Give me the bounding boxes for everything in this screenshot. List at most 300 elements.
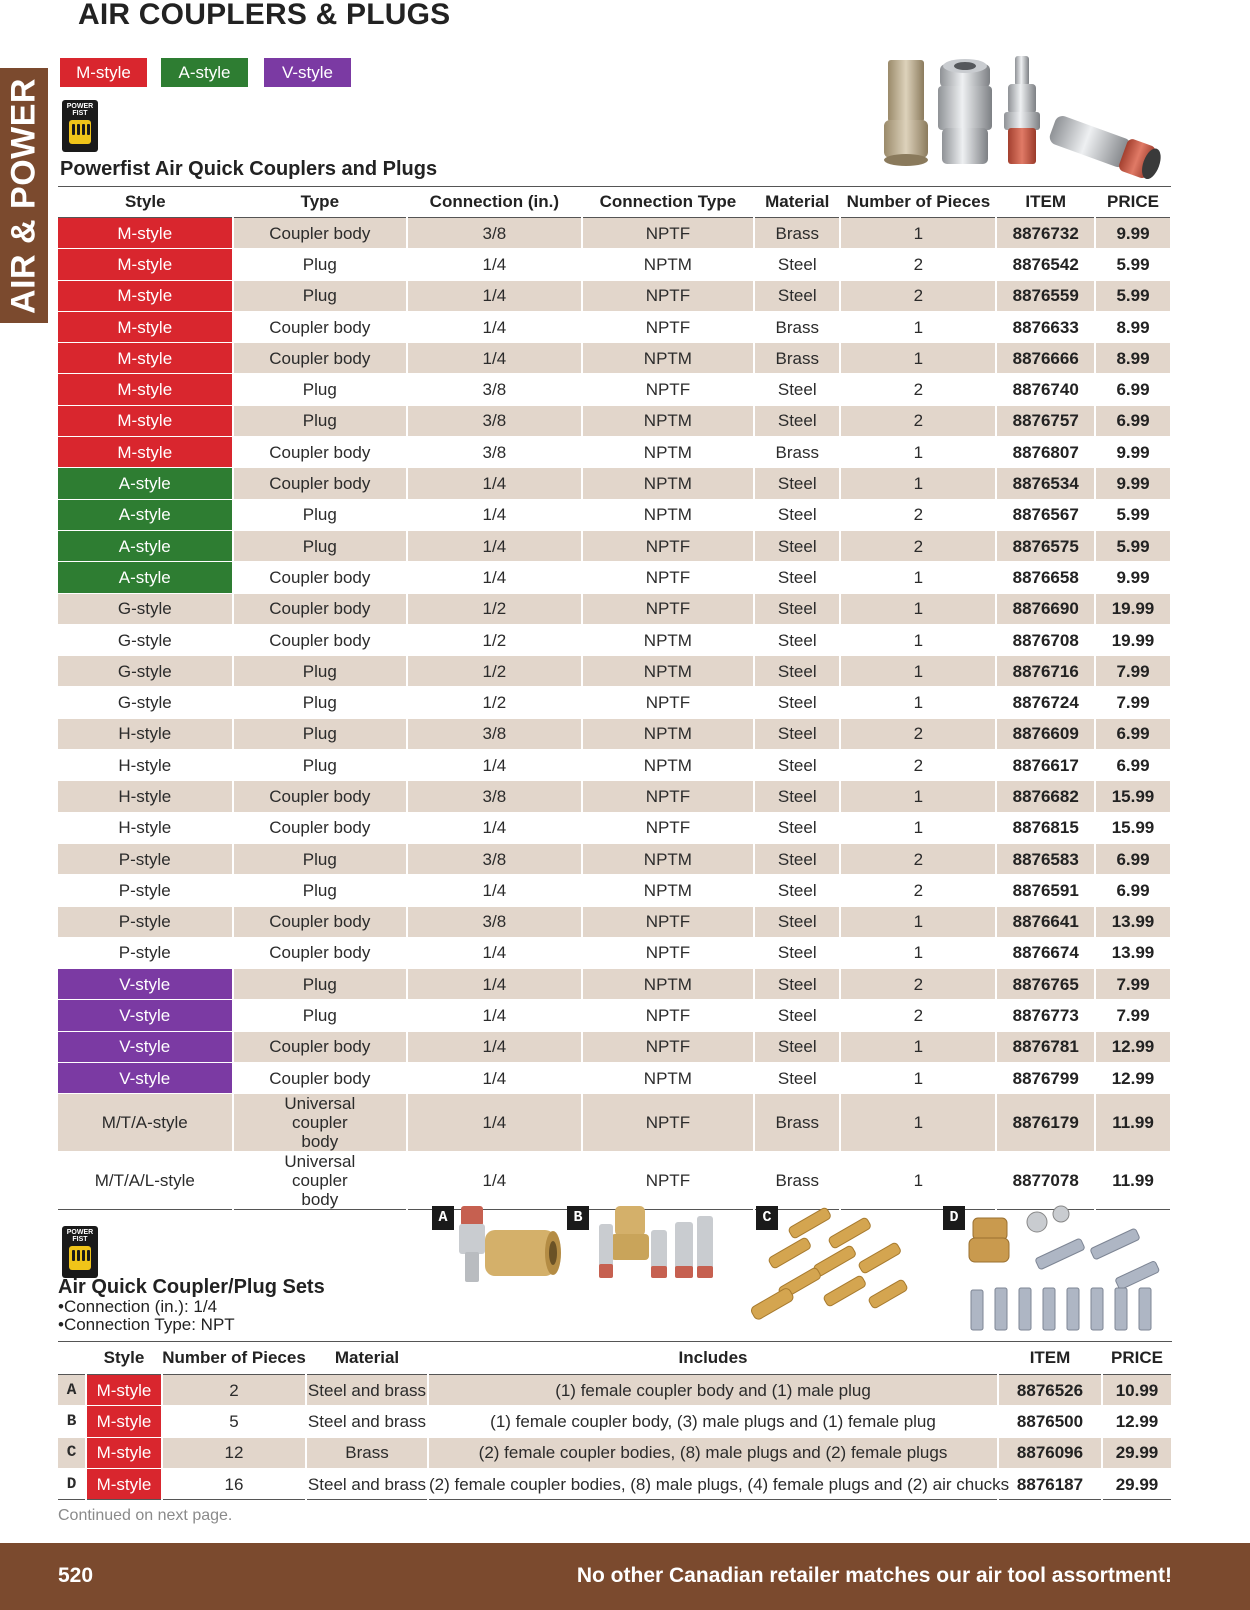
cell-style: V-style <box>58 1063 233 1094</box>
cell-price: 6.99 <box>1095 374 1171 405</box>
cell-material: Steel <box>754 562 840 593</box>
cell-price: 11.99 <box>1095 1094 1171 1152</box>
cell-connection: 1/2 <box>407 624 582 655</box>
cell-pieces: 2 <box>840 249 996 280</box>
cell-material: Steel <box>754 718 840 749</box>
cell-style: A-style <box>58 530 233 561</box>
logo-text-fist: FIST <box>72 110 88 117</box>
col-header-connection-type: Connection Type <box>599 192 737 211</box>
cell-style: M-style <box>58 343 233 374</box>
cell-pieces: 1 <box>840 468 996 499</box>
cell-item: 8876187 <box>998 1468 1102 1499</box>
cell-material: Steel <box>754 499 840 530</box>
cell-style: M-style <box>86 1375 162 1406</box>
cell-connection-type: NPTF <box>582 218 754 249</box>
cell-pieces: 1 <box>840 593 996 624</box>
cell-item: 8876526 <box>998 1375 1102 1406</box>
cell-item: 8876658 <box>996 562 1095 593</box>
cell-type: Plug <box>233 499 408 530</box>
cell-style: G-style <box>58 656 233 687</box>
cell-price: 6.99 <box>1095 405 1171 436</box>
table-row <box>58 812 1171 843</box>
table-row <box>58 750 1171 781</box>
cell-connection: 1/4 <box>407 280 582 311</box>
cell-connection-type: NPTF <box>582 1152 754 1210</box>
cell-type: Coupler body <box>233 593 408 624</box>
cell-pieces: 2 <box>840 405 996 436</box>
cell-price: 13.99 <box>1095 906 1171 937</box>
cell-material: Steel <box>754 656 840 687</box>
cell-material: Brass <box>306 1437 428 1468</box>
cell-item: 8876690 <box>996 593 1095 624</box>
cell-style: M/T/A-style <box>58 1094 233 1152</box>
cell-connection-type: NPTF <box>582 812 754 843</box>
cell-style: M-style <box>86 1437 162 1468</box>
cell-connection-type: NPTF <box>582 1000 754 1031</box>
cell-connection-type: NPTF <box>582 530 754 561</box>
section-side-tab <box>0 68 48 323</box>
sets-header-row <box>58 1342 1172 1375</box>
cell-price: 12.99 <box>1095 1063 1171 1094</box>
cell-connection-type: NPTF <box>582 311 754 342</box>
cell-pieces: 2 <box>162 1375 306 1406</box>
cell-connection: 1/4 <box>407 1063 582 1094</box>
cell-style: G-style <box>58 687 233 718</box>
cell-style: P-style <box>58 937 233 968</box>
powerfist-logo <box>62 100 98 152</box>
cell-connection-type: NPTF <box>582 906 754 937</box>
cell-material: Steel <box>754 405 840 436</box>
cell-pieces: 1 <box>840 562 996 593</box>
cell-price: 19.99 <box>1095 624 1171 655</box>
cell-style: P-style <box>58 843 233 874</box>
cell-connection-type: NPTM <box>582 405 754 436</box>
cell-material: Steel <box>754 624 840 655</box>
col-header-style: Style <box>124 192 166 211</box>
cell-price: 7.99 <box>1095 687 1171 718</box>
table-row <box>58 1094 1171 1152</box>
cell-material: Steel <box>754 812 840 843</box>
cell-item: 8876674 <box>996 937 1095 968</box>
cell-style: P-style <box>58 906 233 937</box>
cell-type: Coupler body <box>233 1063 408 1094</box>
sets-col-header-style: Style <box>103 1348 145 1367</box>
cell-material: Steel <box>754 530 840 561</box>
cell-connection-type: NPTF <box>582 1094 754 1152</box>
cell-connection: 1/4 <box>407 1152 582 1210</box>
cell-price: 6.99 <box>1095 718 1171 749</box>
cell-set-label: B <box>58 1406 86 1437</box>
cell-connection-type: NPTM <box>582 656 754 687</box>
cell-type: Plug <box>233 875 408 906</box>
cell-price: 9.99 <box>1095 468 1171 499</box>
cell-material: Brass <box>754 437 840 468</box>
cell-pieces: 1 <box>840 937 996 968</box>
cell-type: Coupler body <box>233 218 408 249</box>
col-header-material: Material <box>765 192 830 211</box>
fist-icon <box>69 120 91 144</box>
table-row <box>58 562 1171 593</box>
cell-type: Plug <box>233 405 408 436</box>
cell-pieces: 2 <box>840 530 996 561</box>
set-b-photo <box>595 1200 720 1290</box>
cell-item: 8876583 <box>996 843 1095 874</box>
cell-material: Steel <box>754 1063 840 1094</box>
cell-material: Steel <box>754 280 840 311</box>
cell-pieces: 1 <box>840 1031 996 1062</box>
cell-connection: 1/4 <box>407 812 582 843</box>
cell-item: 8876559 <box>996 280 1095 311</box>
cell-style: M-style <box>86 1406 162 1437</box>
cell-style: M-style <box>58 311 233 342</box>
cell-item: 8876708 <box>996 624 1095 655</box>
cell-style: M-style <box>86 1468 162 1499</box>
cell-type: Plug <box>233 374 408 405</box>
cell-material: Steel <box>754 593 840 624</box>
cell-type: Plug <box>233 249 408 280</box>
cell-style: G-style <box>58 593 233 624</box>
table-row <box>58 249 1171 280</box>
cell-price: 5.99 <box>1095 280 1171 311</box>
logo-text-power: POWER <box>66 103 94 110</box>
couplers-table <box>58 186 1172 1210</box>
cell-price: 7.99 <box>1095 656 1171 687</box>
cell-material: Steel <box>754 750 840 781</box>
cell-connection: 1/4 <box>407 750 582 781</box>
cell-style: M-style <box>58 437 233 468</box>
cell-price: 9.99 <box>1095 562 1171 593</box>
table-row <box>58 1468 1172 1499</box>
table-row <box>58 656 1171 687</box>
cell-material: Steel and brass <box>306 1468 428 1499</box>
cell-price: 8.99 <box>1095 343 1171 374</box>
spec-connection: •Connection (in.): 1/4 <box>58 1297 218 1316</box>
cell-pieces: 16 <box>162 1468 306 1499</box>
cell-style: H-style <box>58 718 233 749</box>
cell-material: Steel <box>754 937 840 968</box>
cell-price: 12.99 <box>1102 1406 1172 1437</box>
cell-style: P-style <box>58 875 233 906</box>
cell-material: Brass <box>754 218 840 249</box>
photo-label-a: A <box>432 1206 454 1230</box>
cell-price: 29.99 <box>1102 1437 1172 1468</box>
cell-price: 9.99 <box>1095 218 1171 249</box>
cell-connection-type: NPTM <box>582 343 754 374</box>
cell-connection-type: NPTM <box>582 875 754 906</box>
cell-style: H-style <box>58 781 233 812</box>
cell-material: Steel <box>754 687 840 718</box>
cell-pieces: 2 <box>840 718 996 749</box>
cell-item: 8876567 <box>996 499 1095 530</box>
col-header-pieces: Number of Pieces <box>846 192 991 211</box>
cell-style: M-style <box>58 280 233 311</box>
col-header-price: PRICE <box>1107 192 1159 211</box>
table-row <box>58 593 1171 624</box>
cell-pieces: 1 <box>840 906 996 937</box>
cell-connection-type: NPTF <box>582 562 754 593</box>
cell-material: Steel <box>754 249 840 280</box>
cell-style: H-style <box>58 750 233 781</box>
section-side-tab-label: AIR & POWER <box>4 78 43 314</box>
cell-price: 7.99 <box>1095 1000 1171 1031</box>
cell-includes: (1) female coupler body and (1) male plug <box>428 1375 998 1406</box>
table-row <box>58 1000 1171 1031</box>
table-row <box>58 718 1171 749</box>
table-row <box>58 1375 1172 1406</box>
cell-item: 8876740 <box>996 374 1095 405</box>
sets-col-header-includes: Includes <box>678 1348 748 1367</box>
cell-connection: 3/8 <box>407 906 582 937</box>
logo-text-fist: FIST <box>72 1236 88 1243</box>
couplers-product-photo <box>880 52 1170 180</box>
cell-includes: (2) female coupler bodies, (8) male plugs, (4) female plugs and (2) air chucks <box>428 1468 998 1499</box>
cell-pieces: 2 <box>840 1000 996 1031</box>
cell-pieces: 12 <box>162 1437 306 1468</box>
cell-price: 7.99 <box>1095 969 1171 1000</box>
couplers-section-title: Powerfist Air Quick Couplers and Plugs <box>60 158 438 180</box>
cell-item: 8876716 <box>996 656 1095 687</box>
cell-pieces: 2 <box>840 750 996 781</box>
cell-connection-type: NPTM <box>582 843 754 874</box>
cell-material: Steel <box>754 374 840 405</box>
set-a-photo <box>455 1200 565 1290</box>
cell-item: 8876096 <box>998 1437 1102 1468</box>
cell-item: 8876773 <box>996 1000 1095 1031</box>
cell-connection-type: NPTM <box>582 718 754 749</box>
cell-item: 8876815 <box>996 812 1095 843</box>
cell-pieces: 1 <box>840 1094 996 1152</box>
powerfist-logo <box>62 1226 98 1278</box>
cell-set-label: A <box>58 1375 86 1406</box>
continued-note: Continued on next page. <box>58 1507 233 1524</box>
cell-item: 8876807 <box>996 437 1095 468</box>
cell-material: Brass <box>754 343 840 374</box>
cell-item: 8876732 <box>996 218 1095 249</box>
cell-pieces: 2 <box>840 969 996 1000</box>
cell-material: Steel <box>754 468 840 499</box>
cell-connection-type: NPTM <box>582 437 754 468</box>
cell-type: Coupler body <box>233 437 408 468</box>
page-number: 520 <box>58 1564 94 1587</box>
cell-style: V-style <box>58 1000 233 1031</box>
cell-type: Coupler body <box>233 812 408 843</box>
cell-material: Brass <box>754 311 840 342</box>
cell-style: A-style <box>58 499 233 530</box>
cell-style: H-style <box>58 812 233 843</box>
page-title: AIR COUPLERS & PLUGS <box>78 0 451 31</box>
cell-pieces: 2 <box>840 875 996 906</box>
cell-price: 10.99 <box>1102 1375 1172 1406</box>
table-row <box>58 1406 1172 1437</box>
cell-item: 8876534 <box>996 468 1095 499</box>
cell-price: 9.99 <box>1095 437 1171 468</box>
cell-item: 8876724 <box>996 687 1095 718</box>
cell-connection-type: NPTF <box>582 593 754 624</box>
cell-type: Plug <box>233 843 408 874</box>
legend-a-style: A-style <box>161 58 248 87</box>
cell-style: M-style <box>58 405 233 436</box>
cell-pieces: 1 <box>840 437 996 468</box>
cell-type: Plug <box>233 280 408 311</box>
legend-v-style: V-style <box>264 58 351 87</box>
cell-price: 5.99 <box>1095 249 1171 280</box>
cell-connection: 1/4 <box>407 311 582 342</box>
table-row <box>58 405 1171 436</box>
legend-m-style: M-style <box>60 58 147 87</box>
cell-pieces: 2 <box>840 499 996 530</box>
cell-connection-type: NPTM <box>582 249 754 280</box>
cell-style: A-style <box>58 562 233 593</box>
photo-label-c: C <box>756 1206 778 1230</box>
cell-pieces: 1 <box>840 687 996 718</box>
table-row <box>58 311 1171 342</box>
table-row <box>58 843 1171 874</box>
cell-connection: 3/8 <box>407 374 582 405</box>
cell-type: Coupler body <box>233 781 408 812</box>
table-row <box>58 875 1171 906</box>
table-row <box>58 687 1171 718</box>
table-row <box>58 437 1171 468</box>
cell-connection: 1/4 <box>407 937 582 968</box>
table-row <box>58 969 1171 1000</box>
cell-price: 5.99 <box>1095 530 1171 561</box>
cell-price: 11.99 <box>1095 1152 1171 1210</box>
photo-label-b: B <box>567 1206 589 1230</box>
cell-material: Steel <box>754 1000 840 1031</box>
cell-connection: 1/4 <box>407 969 582 1000</box>
cell-item: 8877078 <box>996 1152 1095 1210</box>
cell-connection: 1/4 <box>407 499 582 530</box>
cell-item: 8876757 <box>996 405 1095 436</box>
table-row <box>58 280 1171 311</box>
sets-col-header-item: ITEM <box>1029 1348 1071 1367</box>
cell-connection-type: NPTM <box>582 1063 754 1094</box>
cell-connection: 3/8 <box>407 718 582 749</box>
cell-price: 29.99 <box>1102 1468 1172 1499</box>
sets-col-header-label <box>58 1342 86 1375</box>
cell-type: Plug <box>233 718 408 749</box>
photo-label-d: D <box>943 1206 965 1230</box>
table-row <box>58 499 1171 530</box>
cell-item: 8876617 <box>996 750 1095 781</box>
table-header-row <box>58 187 1171 218</box>
cell-pieces: 1 <box>840 218 996 249</box>
table-row <box>58 468 1171 499</box>
cell-material: Steel <box>754 843 840 874</box>
cell-type: Coupler body <box>233 468 408 499</box>
cell-connection: 3/8 <box>407 843 582 874</box>
spec-connection-type: •Connection Type: NPT <box>58 1315 235 1334</box>
table-row <box>58 374 1171 405</box>
cell-connection-type: NPTM <box>582 468 754 499</box>
cell-material: Steel and brass <box>306 1406 428 1437</box>
cell-item: 8876575 <box>996 530 1095 561</box>
sets-table <box>58 1341 1173 1500</box>
table-row <box>58 906 1171 937</box>
cell-connection-type: NPTF <box>582 280 754 311</box>
table-row <box>58 624 1171 655</box>
cell-pieces: 1 <box>840 1152 996 1210</box>
cell-item: 8876542 <box>996 249 1095 280</box>
cell-set-label: C <box>58 1437 86 1468</box>
cell-type: Coupler body <box>233 937 408 968</box>
cell-pieces: 1 <box>840 1063 996 1094</box>
table-row <box>58 343 1171 374</box>
cell-type: Coupler body <box>233 343 408 374</box>
cell-pieces: 2 <box>840 843 996 874</box>
cell-includes: (2) female coupler bodies, (8) male plugs and (2) female plugs <box>428 1437 998 1468</box>
cell-pieces: 5 <box>162 1406 306 1437</box>
cell-type: Plug <box>233 687 408 718</box>
cell-connection: 1/2 <box>407 593 582 624</box>
cell-style: G-style <box>58 624 233 655</box>
cell-type: Plug <box>233 656 408 687</box>
cell-item: 8876765 <box>996 969 1095 1000</box>
cell-style: V-style <box>58 1031 233 1062</box>
cell-includes: (1) female coupler body, (3) male plugs and (1) female plug <box>428 1406 998 1437</box>
sets-section-title: Air Quick Coupler/Plug Sets <box>58 1276 325 1298</box>
cell-connection: 1/4 <box>407 1031 582 1062</box>
cell-connection: 1/4 <box>407 530 582 561</box>
cell-style: M-style <box>58 249 233 280</box>
cell-connection-type: NPTF <box>582 937 754 968</box>
cell-style: M-style <box>58 218 233 249</box>
cell-price: 19.99 <box>1095 593 1171 624</box>
table-row <box>58 1031 1171 1062</box>
fist-icon <box>69 1246 91 1270</box>
cell-type: Universal coupler body <box>233 1152 408 1210</box>
cell-connection-type: NPTF <box>582 687 754 718</box>
table-row <box>58 1063 1171 1094</box>
cell-connection-type: NPTM <box>582 499 754 530</box>
cell-type: Plug <box>233 1000 408 1031</box>
cell-item: 8876591 <box>996 875 1095 906</box>
cell-pieces: 2 <box>840 280 996 311</box>
cell-type: Universal coupler body <box>233 1094 408 1152</box>
footer-tagline: No other Canadian retailer matches our air tool assortment! <box>576 1564 1172 1587</box>
cell-connection-type: NPTM <box>582 969 754 1000</box>
cell-connection: 1/4 <box>407 1094 582 1152</box>
cell-connection: 1/4 <box>407 562 582 593</box>
cell-type: Plug <box>233 530 408 561</box>
cell-connection: 3/8 <box>407 218 582 249</box>
cell-connection: 1/2 <box>407 656 582 687</box>
cell-item: 8876641 <box>996 906 1095 937</box>
cell-style: V-style <box>58 969 233 1000</box>
cell-connection-type: NPTM <box>582 750 754 781</box>
sets-col-header-pieces: Number of Pieces <box>162 1348 306 1367</box>
cell-material: Brass <box>754 1094 840 1152</box>
cell-type: Coupler body <box>233 906 408 937</box>
cell-style: M/T/A/L-style <box>58 1152 233 1210</box>
cell-pieces: 2 <box>840 374 996 405</box>
cell-material: Steel and brass <box>306 1375 428 1406</box>
cell-item: 8876633 <box>996 311 1095 342</box>
cell-connection: 1/4 <box>407 249 582 280</box>
cell-pieces: 1 <box>840 311 996 342</box>
table-row <box>58 218 1171 249</box>
set-d-photo <box>965 1204 1175 1336</box>
cell-type: Coupler body <box>233 624 408 655</box>
logo-text-power: POWER <box>66 1229 94 1236</box>
cell-pieces: 1 <box>840 812 996 843</box>
cell-pieces: 1 <box>840 624 996 655</box>
cell-item: 8876666 <box>996 343 1095 374</box>
cell-price: 6.99 <box>1095 875 1171 906</box>
cell-connection: 1/2 <box>407 687 582 718</box>
cell-material: Steel <box>754 781 840 812</box>
cell-connection-type: NPTF <box>582 1031 754 1062</box>
